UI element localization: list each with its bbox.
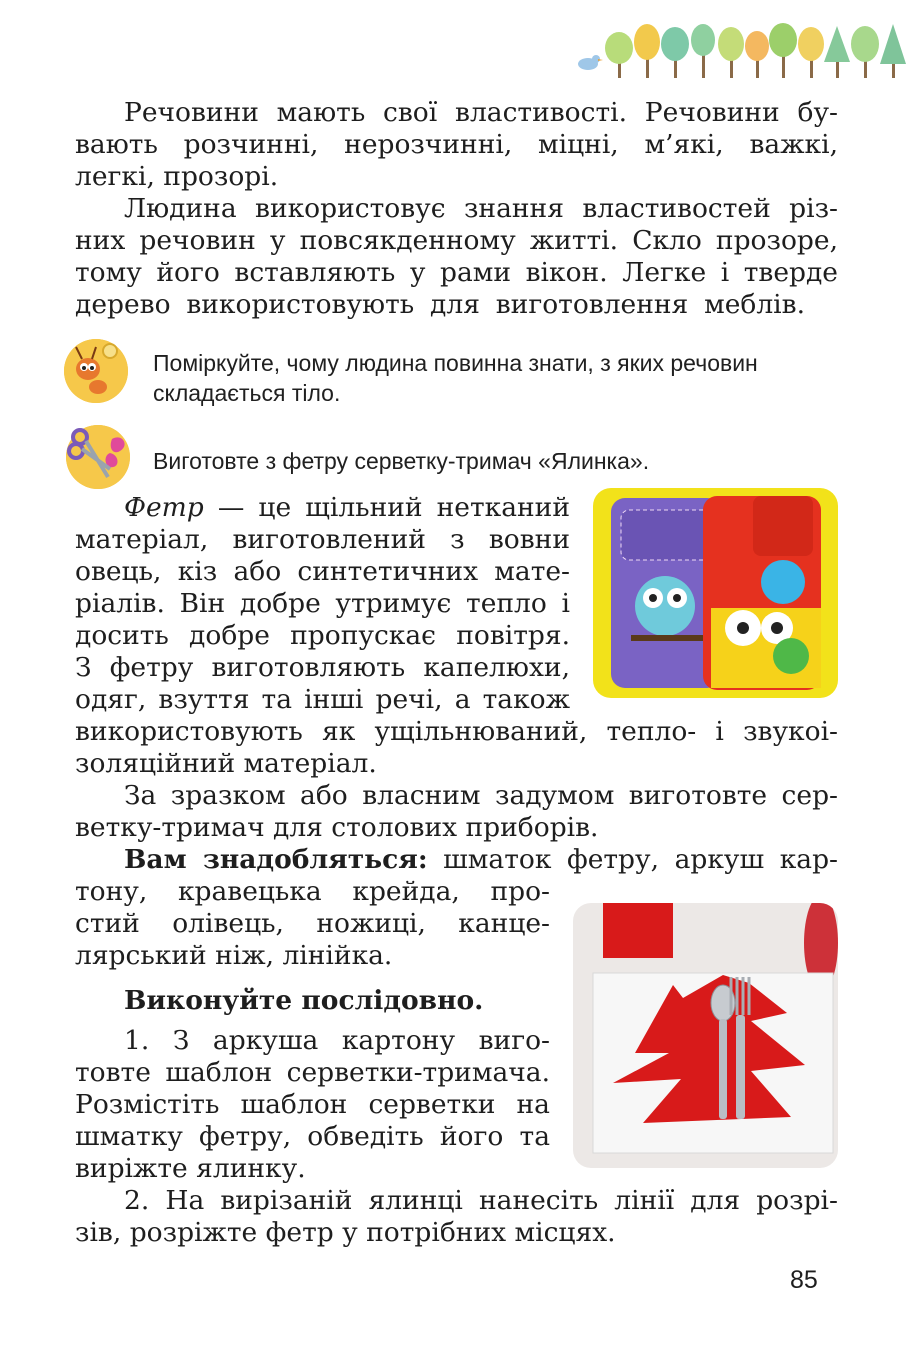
text-line: одяг, взуття та інші речі, а також	[75, 684, 570, 715]
materials-label: Вам знадобляться:	[124, 844, 428, 875]
task-text-line: складається тіло.	[153, 380, 341, 406]
step-1-line: виріжте ялинку.	[75, 1153, 306, 1184]
text-span: — це щільний нетканий	[203, 492, 570, 523]
text-line: дерево використовують для виготовлення меблів.	[75, 289, 805, 320]
text-line: тому його вставляють у рами вікон. Легке і тверде	[75, 257, 838, 288]
text-line: стий олівець, ножиці, канце-	[75, 908, 550, 939]
text-line: Людина використовує знання властивостей різ-	[124, 193, 838, 224]
step-1-line: шматку фетру, обведіть його та	[75, 1121, 550, 1152]
text-line: використовують як ущільнюваний, тепло- і звукоі-	[75, 716, 838, 747]
text-line: тону, кравецька крейда, про-	[75, 876, 550, 907]
text-line: досить добре пропускає повітря.	[75, 620, 570, 651]
ant-thinking-icon	[64, 339, 128, 403]
scissors-craft-icon	[66, 425, 130, 489]
header-trees-decoration	[574, 22, 914, 84]
text-line: Речовини мають свої властивості. Речовини бу-	[124, 97, 838, 128]
text-line: матеріал, виготовлений з вовни	[75, 524, 570, 555]
text-line: золяційний матеріал.	[75, 748, 377, 779]
felt-phone-cases-photo	[593, 488, 838, 698]
steps-heading: Виконуйте послідовно.	[124, 985, 484, 1016]
text-line: них речовин у повсякденному житті. Скло прозоре,	[75, 225, 838, 256]
felt-napkin-holder-photo	[573, 903, 838, 1168]
text-line: ріалів. Він добре утримує тепло і	[75, 588, 570, 619]
text-line	[124, 492, 570, 524]
text-line: лярський ніж, лінійка.	[75, 940, 393, 971]
text-line	[124, 844, 838, 876]
step-2-line: 2. На вирізаній ялинці нанесіть лінії для розрі-	[124, 1185, 838, 1216]
text-line: З фетру виготовляють капелюхи,	[75, 652, 570, 683]
bird-icon	[578, 55, 603, 70]
task-text-line: Виготовте з фетру серветку-тримач «Ялинка».	[153, 448, 650, 474]
step-1-line: товте шаблон серветки-тримача.	[75, 1057, 550, 1088]
page-number: 85	[790, 1266, 818, 1294]
text-line: За зразком або власним задумом виготовте сер-	[124, 780, 838, 811]
text-line: легкі, прозорі.	[75, 161, 279, 192]
text-span: шматок фетру, аркуш кар-	[427, 844, 838, 875]
text-line: ветку-тримач для столових приборів.	[75, 812, 599, 843]
step-1-line: Розмістіть шаблон серветки на	[75, 1089, 550, 1120]
step-1-line: 1. З аркуша картону виго-	[124, 1025, 550, 1056]
tree-icon	[605, 23, 906, 78]
text-line: овець, кіз або синтетичних мате-	[75, 556, 570, 587]
task-text-line: Поміркуйте, чому людина повинна знати, з яких речовин	[153, 350, 758, 376]
term-felt: Фетр	[124, 492, 204, 523]
step-2-line: зів, розріжте фетр у потрібних місцях.	[75, 1217, 616, 1248]
text-line: вають розчинні, нерозчинні, міцні, м’які, важкі,	[75, 129, 838, 160]
